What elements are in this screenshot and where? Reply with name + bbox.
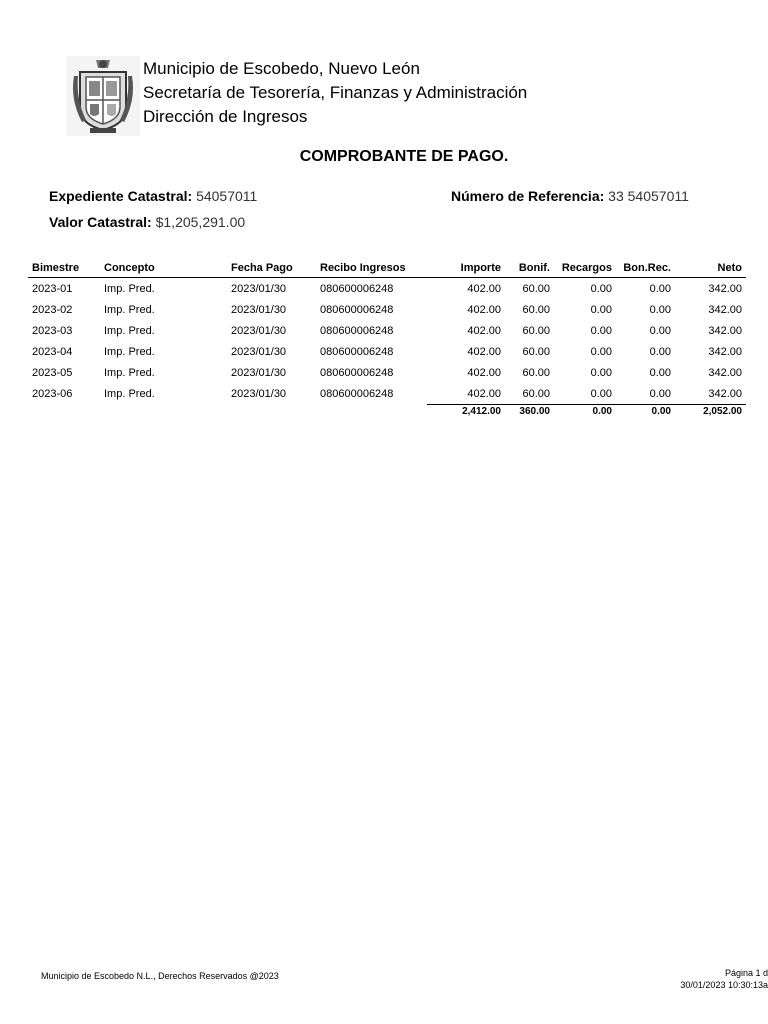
cell-importe: 402.00 [467, 282, 501, 295]
cell-concepto: Imp. Pred. [104, 366, 155, 379]
table-row [28, 299, 746, 320]
cell-neto: 342.00 [708, 303, 742, 316]
table-row [28, 383, 746, 405]
referencia-field [451, 188, 689, 204]
total-recargos: 0.00 [554, 405, 616, 421]
column-header: Importe [427, 258, 505, 278]
cell-neto: 342.00 [708, 324, 742, 337]
column-header: Recargos [554, 258, 616, 278]
cell-bonif: 60.00 [522, 282, 550, 295]
referencia-value: 33 54057011 [608, 188, 689, 204]
cell-concepto: Imp. Pred. [104, 387, 155, 400]
valor-catastral-value: $1,205,291.00 [155, 214, 246, 230]
total-bon-rec: 0.00 [616, 405, 675, 421]
table-row [28, 278, 746, 300]
cell-concepto: Imp. Pred. [104, 303, 155, 316]
cell-bonif: 60.00 [522, 324, 550, 337]
total-neto: 2,052.00 [675, 405, 746, 421]
cell-bon-rec: 0.00 [649, 366, 671, 379]
cell-recibo: 080600006248 [320, 366, 394, 379]
cell-importe: 402.00 [467, 324, 501, 337]
table-row [28, 362, 746, 383]
cell-importe: 402.00 [467, 366, 501, 379]
cell-importe: 402.00 [467, 345, 501, 358]
coat-of-arms-icon [66, 56, 140, 136]
cell-recargos: 0.00 [590, 303, 612, 316]
cell-bon-rec: 0.00 [649, 345, 671, 358]
municipality-name: Municipio de Escobedo, Nuevo León [143, 59, 420, 78]
cell-neto: 342.00 [708, 282, 742, 295]
secretariat-name: Secretaría de Tesorería, Finanzas y Administración [143, 83, 528, 102]
payment-table [28, 258, 746, 420]
document-title: COMPROBANTE DE PAGO. [299, 148, 509, 165]
expediente-value: 54057011 [196, 188, 258, 204]
cell-bimestre: 2023-03 [32, 324, 73, 337]
cell-neto: 342.00 [708, 387, 742, 400]
cell-recibo: 080600006248 [320, 387, 394, 400]
cell-bimestre: 2023-04 [32, 345, 73, 358]
department-name: Dirección de Ingresos [143, 107, 308, 126]
column-header: Neto [675, 258, 746, 278]
table-row [28, 341, 746, 362]
cell-recibo: 080600006248 [320, 282, 394, 295]
cell-fecha-pago: 2023/01/30 [231, 303, 287, 316]
footer-page-info [640, 967, 768, 991]
cell-bon-rec: 0.00 [649, 324, 671, 337]
letterhead [143, 57, 527, 129]
table-row [28, 320, 746, 341]
cell-recargos: 0.00 [590, 345, 612, 358]
column-header: Bonif. [505, 258, 554, 278]
cell-fecha-pago: 2023/01/30 [231, 282, 287, 295]
expediente-label: Expediente Catastral: [49, 188, 193, 204]
cell-concepto: Imp. Pred. [104, 282, 155, 295]
column-header: Bimestre [28, 258, 100, 278]
cell-fecha-pago: 2023/01/30 [231, 366, 287, 379]
cell-concepto: Imp. Pred. [104, 345, 155, 358]
cell-fecha-pago: 2023/01/30 [231, 324, 287, 337]
cell-bon-rec: 0.00 [649, 303, 671, 316]
total-bonif: 360.00 [505, 405, 554, 421]
cell-fecha-pago: 2023/01/30 [231, 387, 287, 400]
page-number: Página 1 d [724, 968, 768, 978]
cell-recibo: 080600006248 [320, 345, 394, 358]
cell-recibo: 080600006248 [320, 324, 394, 337]
cell-neto: 342.00 [708, 366, 742, 379]
column-header: Recibo Ingresos [316, 258, 427, 278]
cell-bonif: 60.00 [522, 303, 550, 316]
valor-catastral-label: Valor Catastral: [49, 214, 152, 230]
cell-bonif: 60.00 [522, 345, 550, 358]
cell-bimestre: 2023-05 [32, 366, 73, 379]
cell-fecha-pago: 2023/01/30 [231, 345, 287, 358]
cell-bonif: 60.00 [522, 366, 550, 379]
expediente-field [49, 188, 257, 204]
cell-bon-rec: 0.00 [649, 387, 671, 400]
print-timestamp: 30/01/2023 10:30:13a [680, 980, 768, 990]
column-header: Bon.Rec. [616, 258, 675, 278]
valor-catastral-field [49, 214, 245, 230]
cell-recargos: 0.00 [590, 387, 612, 400]
cell-recibo: 080600006248 [320, 303, 394, 316]
total-importe: 2,412.00 [427, 405, 505, 421]
cell-neto: 342.00 [708, 345, 742, 358]
totals-row [28, 405, 746, 421]
referencia-label: Número de Referencia: [451, 188, 605, 204]
cell-importe: 402.00 [467, 387, 501, 400]
cell-recargos: 0.00 [590, 324, 612, 337]
cell-recargos: 0.00 [590, 282, 612, 295]
cell-recargos: 0.00 [590, 366, 612, 379]
cell-bimestre: 2023-02 [32, 303, 73, 316]
column-header: Fecha Pago [227, 258, 316, 278]
cell-bon-rec: 0.00 [649, 282, 671, 295]
cell-bimestre: 2023-01 [32, 282, 73, 295]
footer-copyright: Municipio de Escobedo N.L., Derechos Reservados @2023 [41, 971, 279, 981]
cell-bimestre: 2023-06 [32, 387, 73, 400]
cell-concepto: Imp. Pred. [104, 324, 155, 337]
column-header: Concepto [100, 258, 227, 278]
cell-importe: 402.00 [467, 303, 501, 316]
table-header-row [28, 258, 746, 278]
cell-bonif: 60.00 [522, 387, 550, 400]
